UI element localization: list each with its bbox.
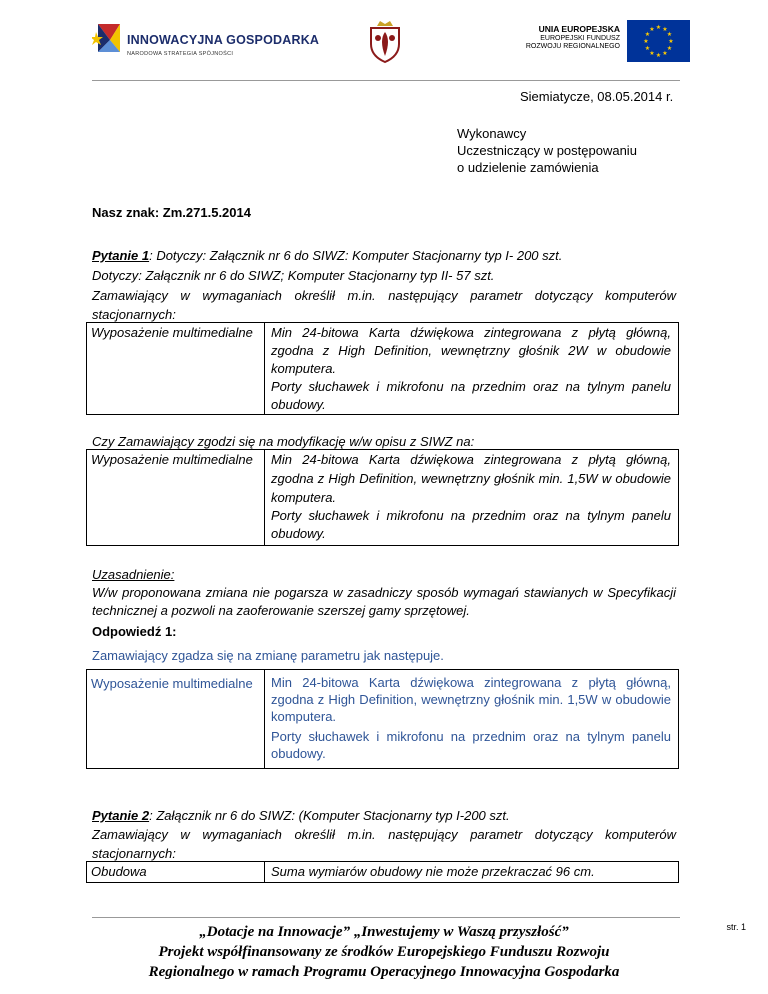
table2-left: Wyposażenie multimedialne xyxy=(91,452,253,467)
svg-text:★: ★ xyxy=(662,26,668,33)
question2-intro: : Załącznik nr 6 do SIWZ: (Komputer Stacjonarny typ I-200 szt. xyxy=(149,808,510,823)
table2-right-line1: Min 24-bitowa Karta dźwiękowa zintegrowana z płytą główną, xyxy=(271,452,671,467)
crest-icon xyxy=(368,20,402,64)
table-original-spec xyxy=(86,322,679,415)
table1-right-line5: obudowy. xyxy=(271,397,326,412)
svg-text:★: ★ xyxy=(668,38,674,45)
svg-text:★: ★ xyxy=(643,38,649,45)
table3-right-line5: obudowy. xyxy=(271,746,326,761)
svg-text:★: ★ xyxy=(666,45,673,52)
reference-number: Nasz znak: Zm.271.5.2014 xyxy=(92,205,251,220)
footer-line2: Projekt współfinansowany ze środków Europejskiego Funduszu Rozwoju xyxy=(158,944,610,960)
table4-right: Suma wymiarów obudowy nie może przekraczać 96 cm. xyxy=(271,864,595,879)
question2-label: Pytanie 2 xyxy=(92,808,150,823)
table3-right-line4: Porty słuchawek i mikrofonu na przednim oraz na tylnym panelu xyxy=(271,729,671,744)
table3-right-line2: zgodna z High Definition, wewnętrzny głośnik min. 1,5W w obudowie xyxy=(271,692,671,707)
table3-left: Wyposażenie multimedialne xyxy=(91,676,253,691)
svg-text:★: ★ xyxy=(644,31,651,38)
table3-right-line1: Min 24-bitowa Karta dźwiękowa zintegrowana z płytą główną, xyxy=(271,675,671,690)
question1-label: Pytanie 1 xyxy=(92,248,150,263)
addressee-line-2: Uczestniczący w postępowaniu xyxy=(457,143,637,158)
question2-line2: Zamawiający w wymaganiach określił m.in. następujący parametr dotyczący komputerów xyxy=(92,827,676,842)
table1-right-line3: komputera. xyxy=(271,361,337,376)
place-date: Siemiatycze, 08.05.2014 r. xyxy=(520,89,674,104)
question1-line1 xyxy=(92,247,562,264)
table-q2-spec xyxy=(86,861,679,883)
addressee-line-1: Wykonawcy xyxy=(457,126,527,141)
question1-line3: Zamawiający w wymaganiach określił m.in. następujący parametr dotyczący komputerów xyxy=(92,288,676,303)
answer1-text: Zamawiający zgadza się na zmianę parametru jak następuje. xyxy=(92,648,444,663)
table-proposed-spec xyxy=(86,449,679,546)
header-divider xyxy=(92,80,680,81)
question1-line4: stacjonarnych: xyxy=(92,307,176,322)
question2-line1 xyxy=(92,807,510,824)
svg-text:★: ★ xyxy=(655,24,662,31)
ig-logo-subtitle: NARODOWA STRATEGIA SPÓJNOŚCI xyxy=(127,51,234,57)
table3-right-line3: komputera. xyxy=(271,709,337,724)
table4-left: Obudowa xyxy=(91,864,147,879)
eu-logo-line3: ROZWOJU REGIONALNEGO xyxy=(525,43,620,50)
justification-line2: technicznej a pozwoli na zaoferowanie szerszej gamy sprzętowej. xyxy=(92,603,470,618)
table2-right-line5: obudowy. xyxy=(271,526,326,541)
question1-request: Czy Zamawiający zgodzi się na modyfikację w/w opisu z SIWZ na: xyxy=(92,434,475,449)
page-number: str. 1 xyxy=(726,922,746,932)
svg-text:★: ★ xyxy=(649,50,655,57)
question1-intro: : Dotyczy: Załącznik nr 6 do SIWZ: Komputer Stacjonarny typ I- 200 szt. xyxy=(149,248,563,263)
ig-logo-title: INNOWACYJNA GOSPODARKA xyxy=(127,33,320,47)
eu-logo-line2: EUROPEJSKI FUNDUSZ xyxy=(540,35,620,42)
table1-right-line2: zgodna z High Definition, wewnętrzny głośnik 2W w obudowie xyxy=(271,343,671,358)
justification-title: Uzasadnienie: xyxy=(92,567,175,582)
svg-text:★: ★ xyxy=(649,26,655,33)
svg-text:★: ★ xyxy=(666,31,673,38)
table2-right-line3: komputera. xyxy=(271,490,337,505)
answer1-title: Odpowiedź 1: xyxy=(92,624,177,639)
svg-text:★: ★ xyxy=(644,45,651,52)
table-answer-spec xyxy=(86,669,679,769)
innowacyjna-gospodarka-logo xyxy=(92,22,332,64)
svg-text:★: ★ xyxy=(662,50,668,57)
table2-right-line2: zgodna z High Definition, wewnętrzny głośnik min. 1,5W w obudowie xyxy=(271,471,671,486)
addressee-line-3: o udzielenie zamówienia xyxy=(457,160,599,175)
table1-left: Wyposażenie multimedialne xyxy=(91,325,253,340)
ig-star-flag-icon xyxy=(92,22,122,62)
question1-line2: Dotyczy: Załącznik nr 6 do SIWZ; Komputer Stacjonarny typ II- 57 szt. xyxy=(92,268,495,283)
svg-text:★: ★ xyxy=(655,52,662,59)
eu-logo-line1: UNIA EUROPEJSKA xyxy=(538,24,620,34)
footer-line3: Regionalnego w ramach Programu Operacyjnego Innowacyjna Gospodarka xyxy=(148,964,620,980)
table1-right-line1: Min 24-bitowa Karta dźwiękowa zintegrowana z płytą główną, xyxy=(271,325,671,340)
footer-divider xyxy=(92,917,680,918)
eu-logo xyxy=(480,20,690,64)
question2-line3: stacjonarnych: xyxy=(92,846,176,861)
eu-flag-icon xyxy=(627,20,690,62)
justification-line1: W/w proponowana zmiana nie pogarsza w zasadniczy sposób wymagań stawianych w Specyfikacji xyxy=(92,585,676,600)
table2-right-line4: Porty słuchawek i mikrofonu na przednim oraz na tylnym panelu xyxy=(271,508,671,523)
footer-line1: „Dotacje na Innowacje” „Inwestujemy w Waszą przyszłość” xyxy=(199,924,569,940)
table1-right-line4: Porty słuchawek i mikrofonu na przednim oraz na tylnym panelu xyxy=(271,379,671,394)
